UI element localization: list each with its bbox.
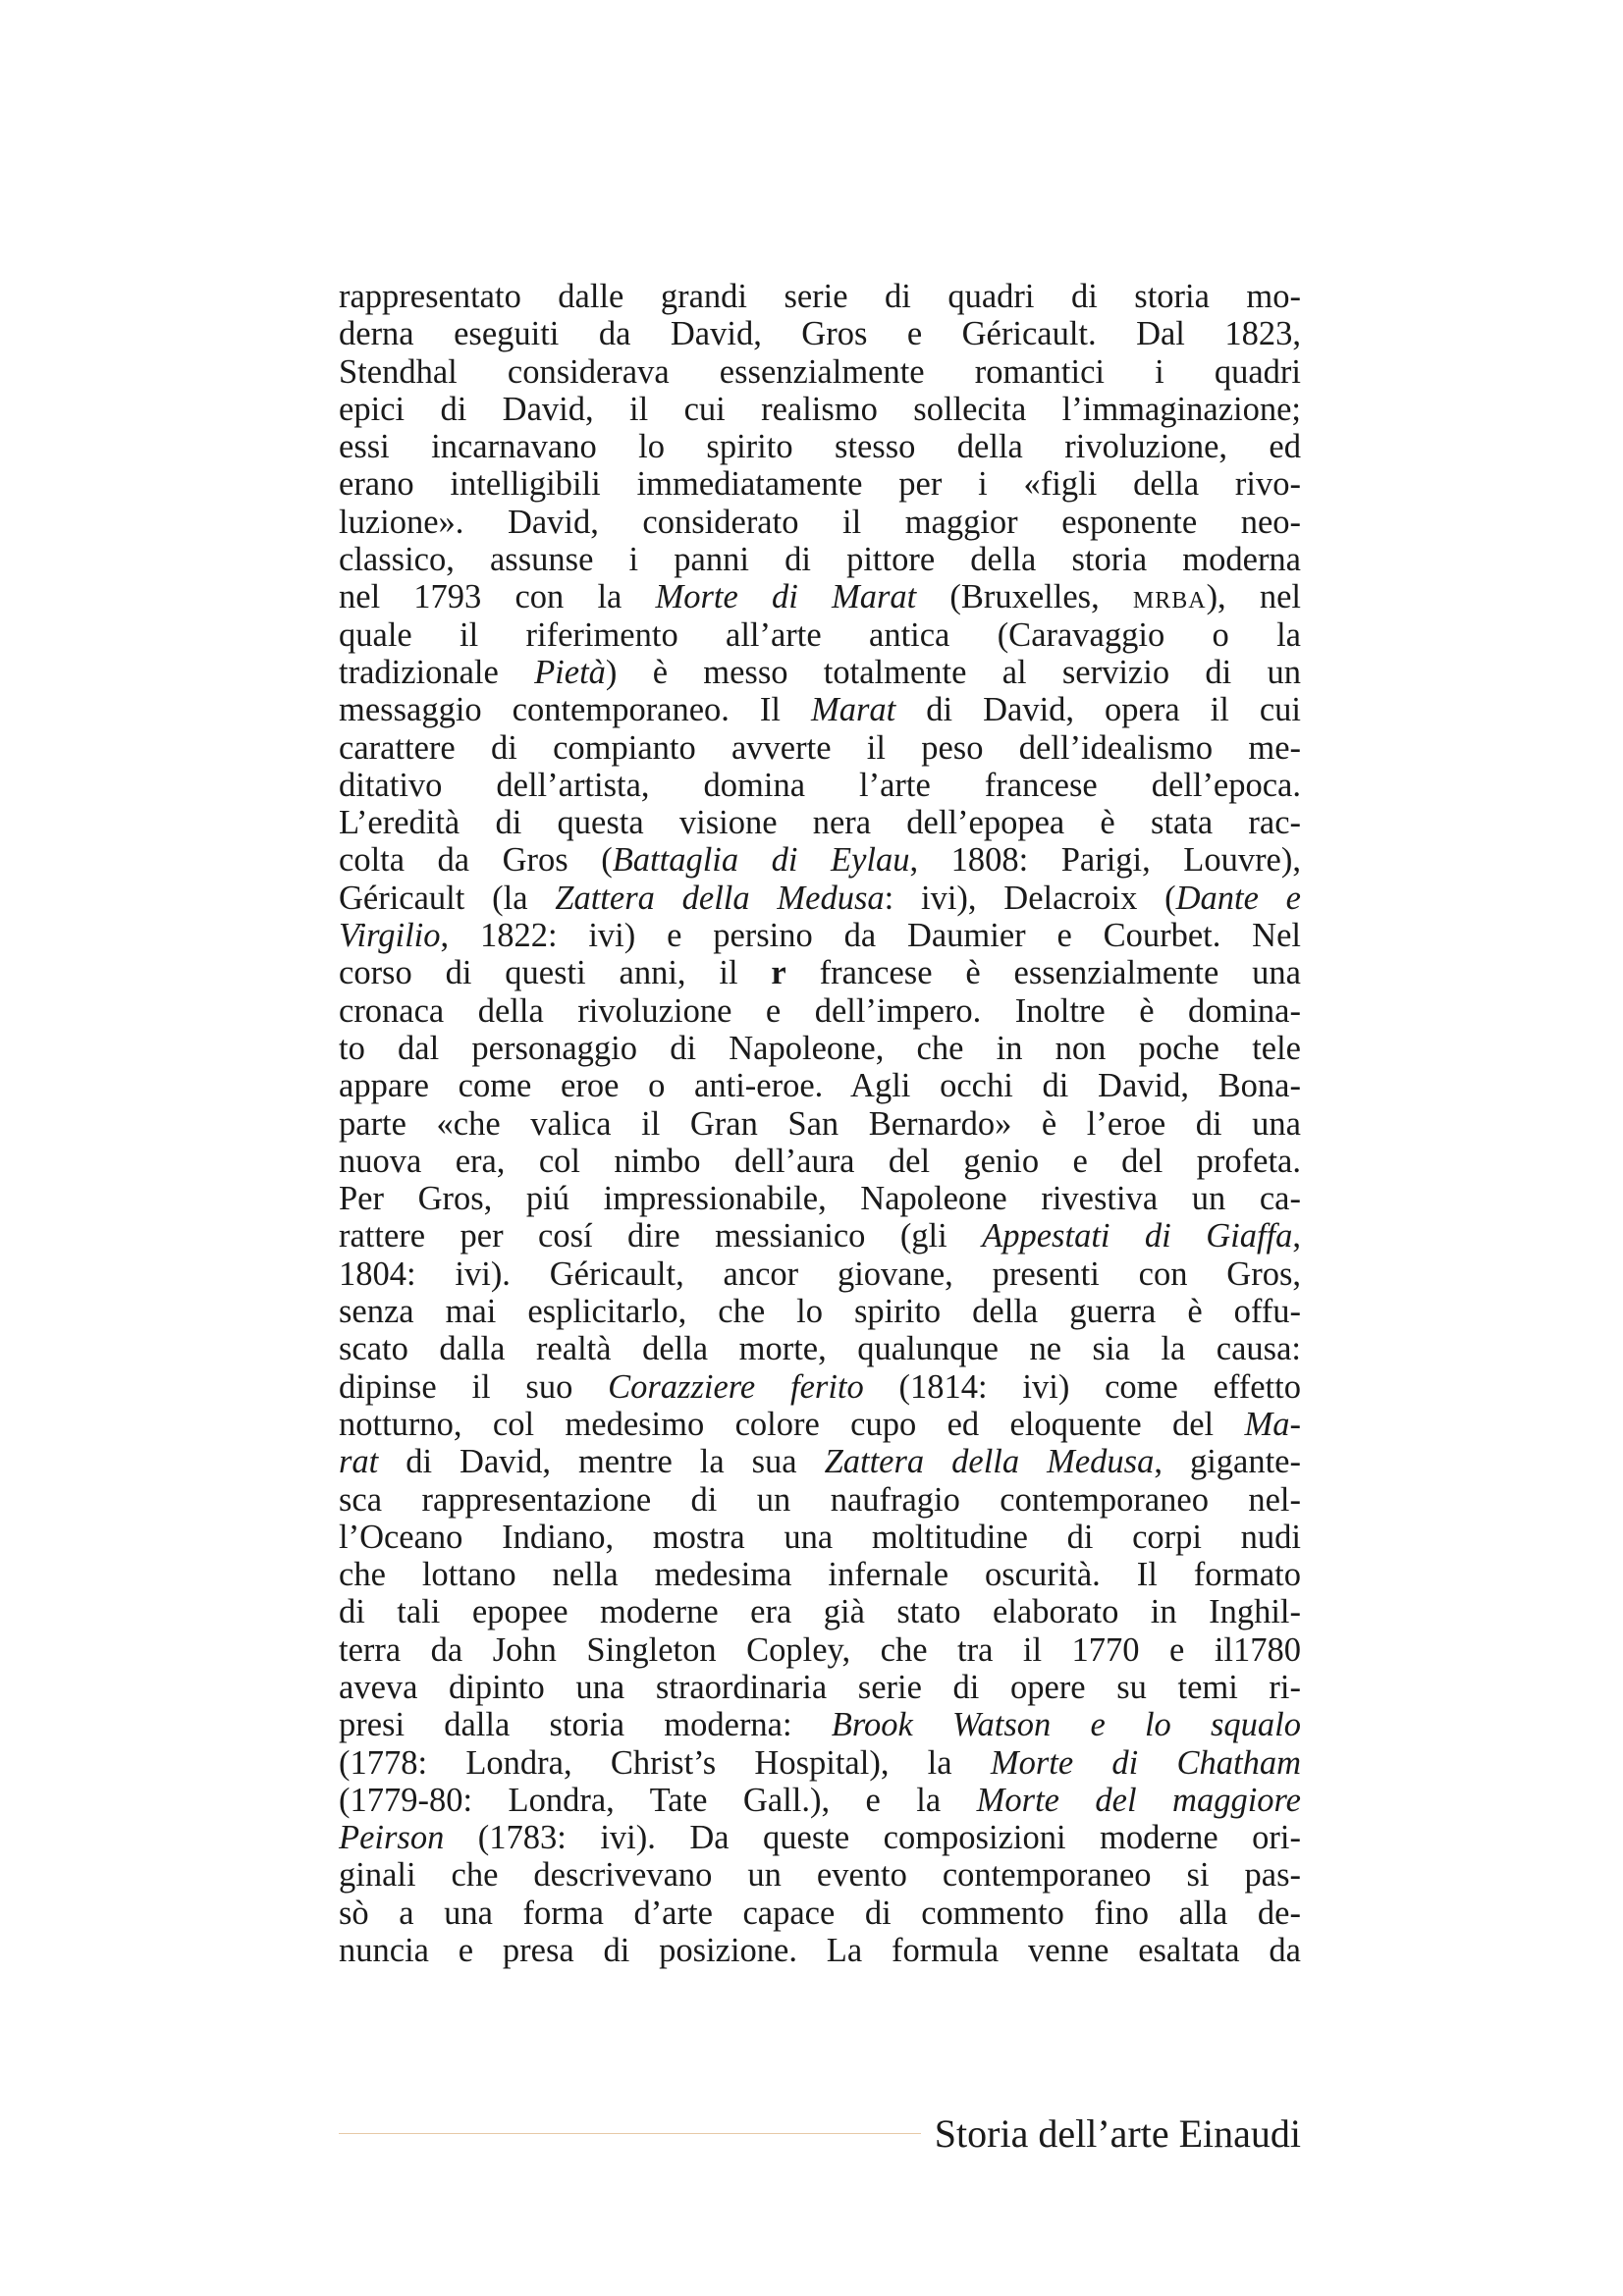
text-segment: derna eseguiti da David, Gros e Géricault. Dal 1823,: [339, 315, 1301, 353]
text-segment: dipinse il suo: [339, 1367, 609, 1406]
text-segment: : ivi), Delacroix (: [884, 879, 1176, 917]
text-line: [339, 504, 1301, 541]
text-segment: L’eredità di questa visione nera dell’epopea è stata rac-: [339, 804, 1301, 842]
text-line: [339, 1631, 1301, 1669]
text-segment: ginali che descrivevano un evento contemporaneo si pas-: [339, 1856, 1301, 1895]
text-segment: tradizionale: [339, 653, 535, 691]
text-line: [339, 578, 1301, 615]
text-segment: ) è messo totalmente al servizio di un: [605, 653, 1301, 691]
text-line: [339, 1556, 1301, 1593]
text-line: [339, 1895, 1301, 1932]
italic-title: Brook Watson e lo squalo: [831, 1706, 1302, 1744]
text-segment: , 1822: ivi) e persino da Daumier e Courbet. Nel: [440, 917, 1301, 955]
abbreviation: mrba: [1132, 578, 1207, 616]
text-line: [339, 1368, 1301, 1406]
italic-title: Morte di Chatham: [990, 1743, 1301, 1782]
text-line: [339, 1067, 1301, 1104]
text-line: [339, 1782, 1301, 1819]
text-segment: (1783: ivi). Da queste composizioni moderne ori-: [444, 1819, 1301, 1857]
text-line: [339, 1593, 1301, 1630]
text-line: [339, 1519, 1301, 1556]
text-line: [339, 992, 1301, 1030]
text-segment: di tali epopee moderne era già stato elaborato in Inghil-: [339, 1593, 1301, 1631]
italic-title: Appestati di Giaffa: [982, 1217, 1293, 1255]
text-segment: (1778: Londra, Christ’s Hospital), la: [339, 1743, 991, 1782]
text-segment: parte «che valica il Gran San Bernardo» è l’eroe di una: [339, 1104, 1301, 1143]
italic-title: Zattera della Medusa: [824, 1443, 1155, 1481]
text-line: [339, 1706, 1301, 1743]
text-line: [339, 1180, 1301, 1217]
text-segment: , 1808: Parigi, Louvre),: [909, 841, 1301, 880]
italic-title: Dante e: [1175, 879, 1301, 917]
text-line: [339, 428, 1301, 465]
text-segment: nuova era, col nimbo dell’aura del genio e del profeta.: [339, 1142, 1301, 1180]
text-segment: corso di questi anni, il: [339, 954, 772, 992]
text-segment: (1779-80: Londra, Tate Gall.), e la: [339, 1781, 977, 1819]
text-line: [339, 1744, 1301, 1782]
text-line: [339, 1856, 1301, 1894]
text-segment: appare come eroe o anti-eroe. Agli occhi di David, Bona-: [339, 1067, 1301, 1105]
text-segment: nel 1793 con la: [339, 578, 656, 616]
text-line: [339, 804, 1301, 841]
text-segment: cronaca della rivoluzione e dell’impero. Inoltre è domina-: [339, 991, 1301, 1030]
text-line: [339, 1330, 1301, 1367]
text-segment: di David, opera il cui: [895, 691, 1301, 729]
text-segment: messaggio contemporaneo. Il: [339, 691, 812, 729]
text-line: [339, 917, 1301, 954]
text-line: [339, 1105, 1301, 1143]
text-line: [339, 465, 1301, 503]
text-segment: ,: [1292, 1217, 1301, 1255]
text-segment: senza mai esplicitarlo, che lo spirito della guerra è offu-: [339, 1293, 1301, 1331]
text-segment: Stendhal considerava essenzialmente romantici i quadri: [339, 352, 1301, 391]
italic-title: Pietà: [534, 653, 606, 691]
text-line: [339, 841, 1301, 879]
text-segment: di David, mentre la sua: [378, 1443, 825, 1481]
text-segment: colta da Gros (: [339, 841, 613, 880]
text-line: [339, 1932, 1301, 1969]
text-segment: che lottano nella medesima infernale oscurità. Il formato: [339, 1556, 1301, 1594]
text-line: [339, 1293, 1301, 1330]
text-line: [339, 1143, 1301, 1180]
text-line: [339, 767, 1301, 804]
text-line: [339, 616, 1301, 654]
italic-title: rat: [339, 1443, 379, 1481]
italic-title: Zattera della Medusa: [555, 879, 885, 917]
bold-term: r: [771, 954, 786, 992]
text-line: [339, 954, 1301, 991]
italic-title: Peirson: [339, 1819, 445, 1857]
text-segment: aveva dipinto una straordinaria serie di opere su temi ri-: [339, 1668, 1301, 1706]
text-line: [339, 278, 1301, 315]
text-segment: l’Oceano Indiano, mostra una moltitudine di corpi nudi: [339, 1518, 1301, 1556]
text-segment: (1814: ivi) come effetto: [863, 1367, 1301, 1406]
italic-title: Ma-: [1244, 1405, 1301, 1443]
text-segment: Per Gros, piú impressionabile, Napoleone rivestiva un ca-: [339, 1180, 1301, 1218]
italic-title: Morte di Marat: [655, 578, 917, 616]
text-segment: rappresentato dalle grandi serie di quadri di storia mo-: [339, 278, 1301, 315]
body-text: [339, 278, 1301, 1969]
text-line: [339, 1406, 1301, 1443]
footer-title: Storia dell’arte Einaudi: [934, 2110, 1301, 2156]
text-segment: , gigante-: [1154, 1443, 1301, 1481]
italic-title: Marat: [811, 691, 896, 729]
text-line: [339, 1443, 1301, 1480]
text-line: [339, 1030, 1301, 1067]
text-segment: nuncia e presa di posizione. La formula venne esaltata da: [339, 1932, 1301, 1970]
text-segment: luzione». David, considerato il maggior esponente neo-: [339, 503, 1301, 541]
text-segment: quale il riferimento all’arte antica (Caravaggio o la: [339, 615, 1301, 654]
text-line: [339, 541, 1301, 578]
text-segment: rattere per cosí dire messianico (gli: [339, 1217, 983, 1255]
text-segment: carattere di compianto avverte il peso dell’idealismo me-: [339, 728, 1301, 767]
text-segment: epici di David, il cui realismo sollecita l’immaginazione;: [339, 390, 1301, 428]
italic-title: Corazziere ferito: [608, 1367, 864, 1406]
text-segment: presi dalla storia moderna:: [339, 1706, 832, 1744]
text-line: [339, 654, 1301, 691]
text-segment: sò a una forma d’arte capace di commento fino alla de-: [339, 1894, 1301, 1932]
italic-title: Battaglia di Eylau: [612, 841, 910, 880]
text-line: [339, 1669, 1301, 1706]
text-segment: ), nel: [1206, 578, 1301, 616]
text-segment: classico, assunse i panni di pittore della storia moderna: [339, 541, 1301, 579]
text-segment: francese è essenzialmente una: [785, 954, 1301, 992]
text-line: [339, 353, 1301, 391]
text-line: [339, 315, 1301, 352]
text-line: [339, 391, 1301, 428]
text-segment: 1804: ivi). Géricault, ancor giovane, presenti con Gros,: [339, 1255, 1301, 1293]
text-line: [339, 691, 1301, 728]
text-segment: to dal personaggio di Napoleone, che in non poche tele: [339, 1029, 1301, 1067]
text-line: [339, 1819, 1301, 1856]
italic-title: Morte del maggiore: [976, 1781, 1301, 1819]
text-line: [339, 1255, 1301, 1293]
text-segment: ditativo dell’artista, domina l’arte francese dell’epoca.: [339, 766, 1301, 804]
text-line: [339, 729, 1301, 767]
text-segment: erano intelligibili immediatamente per i «figli della rivo-: [339, 465, 1301, 504]
text-segment: essi incarnavano lo spirito stesso della rivoluzione, ed: [339, 428, 1301, 466]
footer-rule: [339, 2133, 921, 2134]
text-line: [339, 1481, 1301, 1519]
text-segment: scato dalla realtà della morte, qualunque ne sia la causa:: [339, 1330, 1301, 1368]
text-segment: sca rappresentazione di un naufragio contemporaneo nel-: [339, 1480, 1301, 1519]
text-line: [339, 1217, 1301, 1255]
italic-title: Virgilio: [339, 917, 441, 955]
text-segment: terra da John Singleton Copley, che tra il 1770 e il1780: [339, 1630, 1301, 1669]
text-line: [339, 880, 1301, 917]
page-footer: [339, 2109, 1301, 2158]
text-segment: Géricault (la: [339, 879, 556, 917]
text-segment: (Bruxelles,: [916, 578, 1133, 616]
text-segment: notturno, col medesimo colore cupo ed eloquente del: [339, 1405, 1245, 1443]
